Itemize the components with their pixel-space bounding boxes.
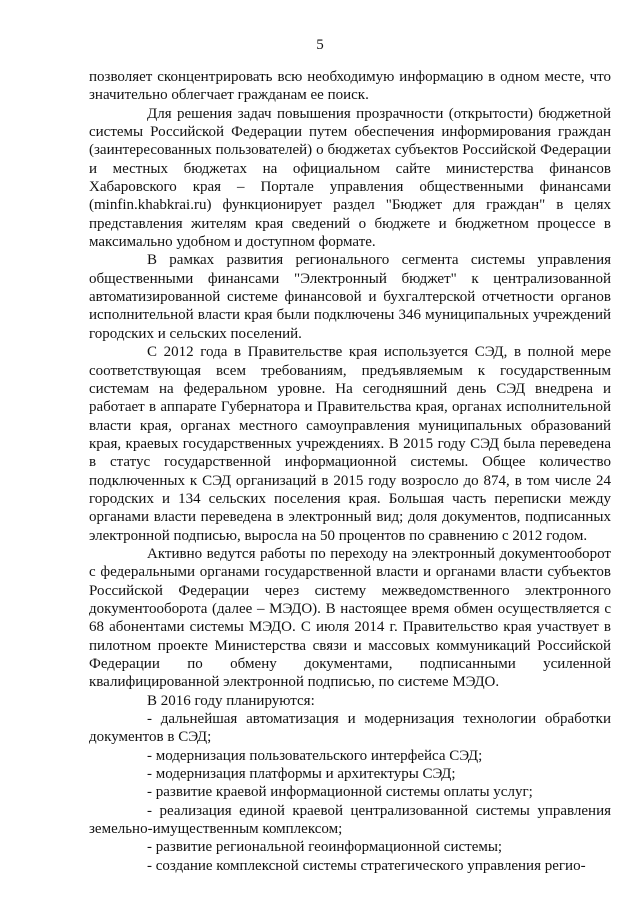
document-body xyxy=(89,68,611,875)
list-item: - модернизация пользовательского интерфейса СЭД; xyxy=(147,747,483,764)
page-number: 5 xyxy=(316,37,324,53)
plans-heading: В 2016 году планируются: xyxy=(147,692,315,709)
paragraph-medo: Активно ведутся работы по переходу на электронный документооборот с федеральными органами государственной власти и органами власти субъектов Российской Федерации через систему межведомственного электронного документооборота (далее – МЭДО). В настоящее время обмен осуществляется с 68 абонентами системы МЭДО. С июля 2014 г. Правительство края участвует в пилотном проекте Министерства связи и массовых коммуникаций Российской Федерации по обмену документами, подписанными усиленной квалифицированной электронной подписью, по системе МЭДО. xyxy=(89,545,611,691)
list-item: - реализация единой краевой централизованной системы управления земельно-имущественным комплексом; xyxy=(89,802,611,838)
list-item: - создание комплексной системы стратегического управления регио- xyxy=(147,857,586,874)
list-item: - развитие краевой информационной системы оплаты услуг; xyxy=(147,784,533,801)
paragraph-electronic-budget: В рамках развития регионального сегмента системы управления общественными финансами "Электронный бюджет" к централизованной автоматизированной системе финансовой и бухгалтерской отчетности органов исполнительной власти края были подключены 346 муниципальных учреждений городских и сельских поселений. xyxy=(89,252,611,342)
list-item: - модернизация платформы и архитектуры СЭД; xyxy=(147,766,456,783)
list-item: - развитие региональной геоинформационной системы; xyxy=(147,839,503,856)
paragraph-continuation: позволяет сконцентрировать всю необходимую информацию в одном месте, что значительно облегчает гражданам ее поиск. xyxy=(89,69,611,104)
paragraph-budget-for-citizens: Для решения задач повышения прозрачности (открытости) бюджетной системы Российской Федерации путем обеспечения информирования граждан (заинтересованных пользователей) о бюджетах субъектов Российской Федерации и местных бюджетах на официальном сайте министерства финансов Хабаровского края – Портале управления общественными финансами (minfin.khabkrai.ru) функционирует раздел "Бюджет для граждан" в целях представления жителям края сведений о бюджете и бюджетном процессе в максимально удобном и доступном формате. xyxy=(89,105,611,251)
list-item: - дальнейшая автоматизация и модернизация технологии обработки документов в СЭД; xyxy=(89,711,611,746)
paragraph-sed: С 2012 года в Правительстве края используется СЭД, в полной мере соответствующая всем требованиям, предъявляемым к государственным системам на федеральном уровне. На сегодняшний день СЭД внедрена и работает в аппарате Губернатора и Правительства края, органах исполнительной власти края, органах местного самоуправления муниципальных образований края, краевых государственных учреждениях. В 2015 году СЭД была переведена в статус государственной информационной системы. Общее количество подключенных к СЭД организаций в 2015 году возросло до 874, в том числе 24 городских и 134 сельских поселения края. Большая часть переписки между органами власти переведена в электронный вид; доля документов, подписанных электронной подписью, выросла на 50 процентов по сравнению с 2012 годом. xyxy=(89,344,611,544)
